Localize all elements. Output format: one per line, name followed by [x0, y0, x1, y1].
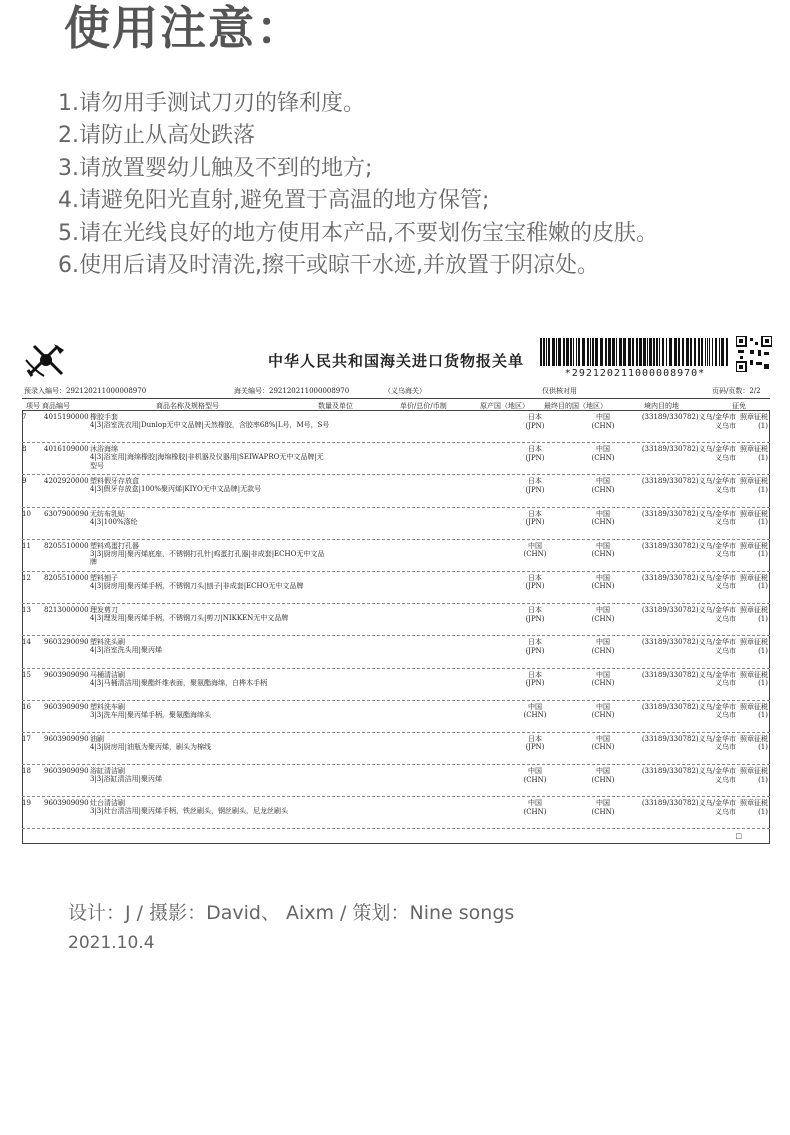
- row-name: 沐浴海绵: [90, 445, 118, 454]
- customs-port: （义乌海关）: [384, 387, 426, 395]
- row-levy: [722, 703, 768, 720]
- col-header-dest: 最终目的国（地区）: [544, 402, 607, 410]
- row-domestic-line: (33189/330782)义乌/金华市: [641, 509, 736, 518]
- row-code: 8205510000: [44, 541, 89, 550]
- row-description: 4|3|厨房用|油瓶为聚丙烯，刷头为棉线: [90, 742, 211, 751]
- note-item: 5.请在光线良好的地方使用本产品,不要划伤宝宝稚嫩的皮肤。: [58, 220, 658, 246]
- qr-code-icon: [736, 336, 772, 372]
- row-name: 塑料鸡蛋打孔器: [90, 541, 139, 550]
- row-destination-line: (CHN): [591, 807, 615, 816]
- row-levy: [722, 445, 768, 462]
- row-origin: [510, 413, 560, 430]
- row-number: 14: [22, 638, 31, 647]
- header-top-rule: [22, 398, 770, 399]
- row-origin-line: 日本: [528, 413, 542, 421]
- customs-number: 海关编号：292120211000008970: [234, 387, 350, 395]
- row-levy-line: (1): [758, 646, 768, 655]
- row-code: 6307900090: [44, 509, 89, 518]
- row-domestic-line: (33189/330782)义乌/金华市: [641, 445, 736, 454]
- row-number: 8: [22, 445, 27, 454]
- row-origin: [510, 703, 560, 720]
- col-header-no: 项号: [26, 402, 40, 410]
- row-destination-line: 中国: [596, 509, 610, 518]
- publish-date: 2021.10.4: [68, 933, 155, 953]
- row-origin-line: 日本: [528, 477, 542, 486]
- row-domestic-line: (33189/330782)义乌/金华市: [641, 799, 736, 808]
- row-domestic: [618, 638, 736, 655]
- row-number: 19: [22, 799, 31, 808]
- row-name: 灶台清洁刷: [90, 799, 125, 808]
- credits-line: 设计：J / 摄影：David、 Aixm / 策划：Nine songs: [68, 902, 515, 924]
- row-number: 10: [22, 509, 31, 518]
- note-item: 3.请放置婴幼儿触及不到的地方;: [58, 155, 373, 181]
- row-code: 9603909090: [44, 734, 89, 743]
- row-origin-line: (JPN): [525, 518, 545, 527]
- table-row: [22, 443, 770, 475]
- row-levy-line: (1): [758, 711, 768, 720]
- col-header-domestic: 境内目的地: [644, 402, 679, 410]
- row-origin-line: (JPN): [525, 646, 545, 655]
- col-header-name: 商品名称及规格型号: [156, 402, 219, 410]
- row-levy-line: 照章征税: [740, 799, 768, 808]
- row-domestic-line: (33189/330782)义乌/金华市: [641, 638, 736, 647]
- row-levy: [722, 799, 768, 816]
- row-levy-line: 照章征税: [740, 734, 768, 743]
- row-levy: [722, 671, 768, 688]
- row-description: 3|3|厨房用|聚丙烯底座，不锈钢打孔针|鸡蛋打孔器|非成套|ECHO无中文品牌: [90, 549, 325, 567]
- customs-emblem-icon: [24, 340, 68, 380]
- row-origin-line: 日本: [528, 734, 542, 743]
- table-row: [22, 475, 770, 507]
- row-domestic-line: (33189/330782)义乌/金华市: [641, 670, 736, 679]
- row-domestic-line: (33189/330782)义乌/金华市: [641, 413, 736, 421]
- row-domestic-line: 义乌市: [715, 807, 736, 816]
- row-domestic-line: 义乌市: [715, 614, 736, 623]
- row-destination-line: 中国: [596, 670, 610, 679]
- row-description: 3|3|灶台清洁用|聚丙烯手柄，铁丝刷头，钢丝刷头，尼龙丝刷头: [90, 807, 288, 816]
- row-levy-line: (1): [758, 679, 768, 687]
- table-row: [22, 669, 770, 701]
- row-origin-line: (JPN): [525, 453, 545, 462]
- row-destination-line: 中国: [596, 445, 610, 454]
- col-header-qty: 数量及单位: [318, 402, 353, 410]
- row-destination-line: (CHN): [591, 518, 615, 527]
- row-levy-line: (1): [758, 421, 768, 430]
- row-levy: [722, 510, 768, 527]
- row-code: 9603909090: [44, 799, 89, 808]
- row-description: 3|3|洗车用|聚丙烯手柄，聚氨酯海绵头: [90, 710, 211, 719]
- row-destination-line: (CHN): [591, 485, 615, 494]
- row-destination-line: (CHN): [591, 711, 615, 720]
- col-header-code: 商品编号: [42, 402, 70, 410]
- row-origin-line: (JPN): [525, 743, 545, 752]
- row-origin-line: 日本: [528, 445, 542, 454]
- row-domestic-line: (33189/330782)义乌/金华市: [641, 477, 736, 486]
- page-indicator: 页码/页数：2/2: [712, 387, 761, 395]
- row-number: 16: [22, 702, 31, 711]
- row-destination-line: (CHN): [591, 679, 615, 687]
- row-code: 9603290090: [44, 638, 89, 647]
- row-number: 15: [22, 670, 31, 679]
- row-levy-line: 照章征税: [740, 541, 768, 550]
- row-destination-line: (CHN): [591, 775, 615, 784]
- row-origin: [510, 799, 560, 816]
- row-destination-line: 中国: [596, 638, 610, 647]
- customs-declaration-form: [20, 328, 772, 848]
- row-destination-line: 中国: [596, 573, 610, 582]
- row-domestic-line: 义乌市: [715, 518, 736, 527]
- row-description: 4|3|浴室洗衣用|Dunlop无中文品牌|天然橡胶，含胶率68%|L号，M号，S号: [90, 421, 330, 429]
- row-origin-line: (JPN): [525, 582, 545, 591]
- row-origin-line: (CHN): [523, 775, 547, 784]
- row-domestic-line: 义乌市: [715, 775, 736, 784]
- row-domestic-line: (33189/330782)义乌/金华市: [641, 606, 736, 615]
- row-domestic: [618, 542, 736, 559]
- row-code: 9603909090: [44, 767, 89, 776]
- row-number: 17: [22, 734, 31, 743]
- row-levy-line: 照章征税: [740, 767, 768, 776]
- row-levy: [722, 638, 768, 655]
- row-number: 9: [22, 477, 27, 486]
- row-levy-line: 照章征税: [740, 477, 768, 486]
- barcode-icon: [540, 338, 730, 366]
- row-domestic-line: 义乌市: [715, 711, 736, 720]
- row-code: 9603909090: [44, 702, 89, 711]
- row-levy-line: (1): [758, 775, 768, 784]
- row-levy: [722, 477, 768, 494]
- row-levy: [722, 606, 768, 623]
- table-row: [22, 701, 770, 733]
- row-levy-line: (1): [758, 743, 768, 752]
- row-domestic-line: (33189/330782)义乌/金华市: [641, 767, 736, 776]
- row-description: 4|3|浴室用|海绵橡胶|海绵橡胶|非机器及仪器用|SEIWAPRO无中文品牌|无型号: [90, 453, 324, 470]
- declaration-rows: [22, 411, 770, 829]
- row-origin-line: 中国: [528, 767, 542, 776]
- row-code: 9603909090: [44, 670, 89, 679]
- usage-notes-list: [58, 88, 658, 282]
- row-domestic-line: 义乌市: [715, 743, 736, 752]
- note-item: 6.使用后请及时清洗,擦干或晾干水迹,并放置于阴凉处。: [58, 253, 599, 279]
- table-row: [22, 797, 770, 829]
- row-levy-line: 照章征税: [740, 413, 768, 421]
- row-origin: [510, 542, 560, 559]
- row-levy-line: 照章征税: [740, 670, 768, 679]
- table-row: [22, 508, 770, 540]
- row-code: 8213000000: [44, 606, 89, 615]
- row-origin: [510, 510, 560, 527]
- page-title: 使用注意：: [64, 1, 304, 55]
- row-origin-line: (JPN): [525, 485, 545, 494]
- row-domestic: [618, 606, 736, 623]
- row-origin-line: 日本: [528, 638, 542, 647]
- col-header-levy: 征免: [732, 402, 746, 410]
- row-domestic: [618, 735, 736, 752]
- row-destination-line: (CHN): [591, 550, 615, 559]
- row-destination-line: 中国: [596, 799, 610, 808]
- row-origin: [510, 767, 560, 784]
- row-name: 塑料洗头刷: [90, 638, 125, 647]
- row-destination-line: (CHN): [591, 582, 615, 591]
- row-destination-line: 中国: [596, 767, 610, 776]
- row-origin-line: (JPN): [525, 679, 545, 687]
- row-description: 3|3|浴缸清洁用|聚丙烯: [90, 775, 162, 784]
- row-description: 4|3|厨房用|聚丙烯手柄，不锈钢刀头|刨子|非成套|ECHO无中文品牌: [90, 581, 304, 590]
- row-name: 无纺布乳贴: [90, 509, 125, 518]
- row-domestic-line: 义乌市: [715, 485, 736, 494]
- row-origin-line: 中国: [528, 702, 542, 711]
- row-domestic-line: (33189/330782)义乌/金华市: [641, 573, 736, 582]
- row-origin-line: 日本: [528, 509, 542, 518]
- row-code: 4202920000: [44, 477, 89, 486]
- row-name: 理发剪刀: [90, 606, 118, 615]
- row-domestic-line: 义乌市: [715, 453, 736, 462]
- row-name: 塑料洗车刷: [90, 702, 125, 711]
- row-name: 浴缸清洁刷: [90, 767, 125, 776]
- row-destination-line: 中国: [596, 413, 610, 421]
- note-item: 1.请勿用手测试刀刃的锋利度。: [58, 91, 365, 116]
- row-origin-line: 中国: [528, 541, 542, 550]
- row-description: 4|3|100%涤纶: [90, 517, 138, 526]
- row-code: 8205510000: [44, 573, 89, 582]
- row-origin: [510, 574, 560, 591]
- row-number: 7: [22, 413, 27, 421]
- row-origin: [510, 735, 560, 752]
- row-origin: [510, 671, 560, 688]
- row-name: 马桶清洁刷: [90, 670, 125, 679]
- row-origin-line: 日本: [528, 670, 542, 679]
- row-name: 塑料假牙存放盒: [90, 477, 139, 486]
- row-levy-line: (1): [758, 614, 768, 623]
- pre-entry-number: 预录入编号：292120211000008970: [24, 387, 147, 395]
- row-domestic: [618, 574, 736, 591]
- row-origin-line: (JPN): [525, 614, 545, 623]
- row-name: 塑料刨子: [90, 573, 118, 582]
- row-domestic-line: (33189/330782)义乌/金华市: [641, 541, 736, 550]
- row-origin-line: (CHN): [523, 711, 547, 720]
- row-description: 4|3|马桶清洁用|聚酯纤维表面，聚氨酯海绵，白桦木手柄: [90, 678, 267, 687]
- row-domestic: [618, 445, 736, 462]
- table-row: [22, 733, 770, 765]
- row-code: 4016109000: [44, 445, 89, 454]
- row-levy-line: (1): [758, 550, 768, 559]
- table-row: [22, 411, 770, 443]
- row-destination-line: 中国: [596, 702, 610, 711]
- row-domestic-line: 义乌市: [715, 550, 736, 559]
- row-domestic-line: 义乌市: [715, 421, 736, 430]
- table-row: [22, 765, 770, 797]
- row-levy-line: (1): [758, 485, 768, 494]
- row-destination-line: (CHN): [591, 743, 615, 752]
- note-item: 2.请防止从高处跌落: [58, 123, 255, 149]
- row-domestic: [618, 703, 736, 720]
- row-origin-line: 日本: [528, 606, 542, 615]
- row-levy-line: (1): [758, 453, 768, 462]
- row-domestic-line: 义乌市: [715, 646, 736, 655]
- row-origin: [510, 477, 560, 494]
- row-name: 油刷: [90, 734, 104, 743]
- row-domestic-line: 义乌市: [715, 582, 736, 591]
- row-number: 18: [22, 767, 31, 776]
- row-origin: [510, 638, 560, 655]
- row-number: 11: [22, 541, 31, 550]
- table-row: [22, 604, 770, 636]
- row-code: 4015190000: [44, 413, 89, 421]
- row-destination-line: 中国: [596, 541, 610, 550]
- form-title: 中华人民共和国海关进口货物报关单: [268, 352, 525, 370]
- row-levy: [722, 574, 768, 591]
- barcode-number: *292120211000008970*: [564, 368, 706, 379]
- row-levy-line: 照章征税: [740, 445, 768, 454]
- col-header-origin: 原产国（地区）: [480, 402, 529, 410]
- row-levy: [722, 767, 768, 784]
- row-origin: [510, 445, 560, 462]
- row-description: 4|3|假牙存放盒|100%聚丙烯|KIYO无中文品牌|无款号: [90, 485, 262, 494]
- table-row: [22, 540, 770, 572]
- row-number: 12: [22, 573, 31, 582]
- row-levy-line: 照章征税: [740, 702, 768, 711]
- row-levy-line: (1): [758, 582, 768, 591]
- row-levy-line: 照章征税: [740, 509, 768, 518]
- row-levy-line: 照章征税: [740, 573, 768, 582]
- row-destination-line: (CHN): [591, 453, 615, 462]
- row-domestic: [618, 510, 736, 527]
- row-levy-line: (1): [758, 807, 768, 816]
- row-destination-line: 中国: [596, 477, 610, 486]
- row-levy: [722, 735, 768, 752]
- row-destination-line: 中国: [596, 606, 610, 615]
- row-levy-line: 照章征税: [740, 638, 768, 647]
- row-origin-line: (JPN): [525, 421, 545, 430]
- table-row: [22, 572, 770, 604]
- row-domestic: [618, 799, 736, 816]
- row-origin-line: (CHN): [523, 807, 547, 816]
- row-name: 橡胶手套: [90, 413, 118, 421]
- col-header-price: 单价/总价/币制: [400, 402, 447, 410]
- row-description: 4|3|浴室洗头用|聚丙烯: [90, 646, 162, 655]
- row-levy-line: 照章征税: [740, 606, 768, 615]
- row-destination-line: 中国: [596, 734, 610, 743]
- row-number: 13: [22, 606, 31, 615]
- row-domestic: [618, 413, 736, 430]
- row-domestic-line: (33189/330782)义乌/金华市: [641, 734, 736, 743]
- row-destination-line: (CHN): [591, 421, 615, 430]
- row-origin-line: 日本: [528, 573, 542, 582]
- row-domestic-line: (33189/330782)义乌/金华市: [641, 702, 736, 711]
- row-destination-line: (CHN): [591, 614, 615, 623]
- row-levy: [722, 542, 768, 559]
- row-origin-line: (CHN): [523, 550, 547, 559]
- reference-note: 仅供核对用: [542, 387, 577, 395]
- row-destination-line: (CHN): [591, 646, 615, 655]
- row-levy: [722, 413, 768, 430]
- row-description: 4|3|理发用|聚丙烯手柄，不锈钢刀头|剪刀|NIKKEN无中文品牌: [90, 614, 289, 623]
- form-footmark: □: [735, 832, 742, 840]
- row-origin: [510, 606, 560, 623]
- note-item: 4.请避免阳光直射,避免置于高温的地方保管;: [58, 188, 490, 214]
- row-domestic-line: 义乌市: [715, 679, 736, 687]
- row-levy-line: (1): [758, 518, 768, 527]
- row-domestic: [618, 767, 736, 784]
- row-domestic: [618, 477, 736, 494]
- row-origin-line: 中国: [528, 799, 542, 808]
- table-row: [22, 636, 770, 668]
- row-domestic: [618, 671, 736, 688]
